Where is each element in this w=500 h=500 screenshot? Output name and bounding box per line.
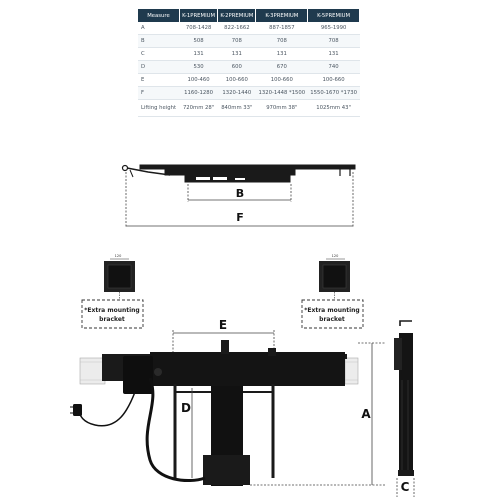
bracket-left-label-line1: *Extra mounting [84,307,140,314]
bracket-right-label-line1: *Extra mounting [304,307,360,314]
table-cell: 965-1990 [308,22,360,35]
dimension-e-label: E [218,318,228,332]
bracket-left-width: 120 [114,254,122,258]
front-view-lift [70,340,358,486]
side-profile-view [394,321,414,476]
table-cell: 131 [179,48,217,61]
bracket-right-width: 120 [331,254,339,258]
table-cell: 100-660 [308,74,360,87]
bracket-left-label-line2: bracket [99,316,125,323]
dimension-a-label: A [361,407,371,421]
bracket-right-label-line2: bracket [319,316,345,323]
dimension-c-label: C [400,480,410,494]
table-cell: B [138,35,179,48]
top-view-mechanism [123,165,356,182]
table-cell: 708 [256,35,308,48]
bracket-left-box [82,300,143,328]
table-cell: 708 [218,35,256,48]
table-cell: 100-660 [218,74,256,87]
table-cell: 1320-1440 [218,87,256,100]
table-cell: 1320-1448 *1500 [256,87,308,100]
table-cell: F [138,87,179,100]
table-cell: 600 [218,61,256,74]
table-cell: 840mm 33" [218,100,256,117]
table-cell: 131 [256,48,308,61]
dimension-d-label: D [181,401,191,415]
table-cell: Lifting height [138,100,179,117]
table-cell: 970mm 38" [256,100,308,117]
table-cell: 100-460 [179,74,217,87]
table-cell: E [138,74,179,87]
table-cell: 670 [256,61,308,74]
table-cell: 131 [308,48,360,61]
bracket-left-icon [104,254,135,300]
column-header: Measure [138,9,179,22]
table-cell: 131 [218,48,256,61]
bracket-right-icon [319,254,350,300]
table-cell: 100-660 [256,74,308,87]
table-cell: 720mm 28" [179,100,217,117]
column-header: K-2PREMIUM [218,9,256,22]
dimension-b-label: B [235,187,245,200]
table-cell: 1025mm 43" [308,100,360,117]
table-cell: 1160-1280 [179,87,217,100]
table-cell: D [138,61,179,74]
table-cell: 508 [179,35,217,48]
table-cell: A [138,22,179,35]
column-header: K-5PREMIUM [308,9,360,22]
table-cell: C [138,48,179,61]
table-cell: 1550-1670 *1730 [308,87,360,100]
table-cell: 708-1428 [179,22,217,35]
table-cell: 822-1662 [218,22,256,35]
column-header: K-3PREMIUM [256,9,308,22]
bracket-right-box [302,300,363,328]
table-cell: 740 [308,61,360,74]
table-cell: 530 [179,61,217,74]
column-header: K-1PREMIUM [179,9,217,22]
table-cell: 887-1857 [256,22,308,35]
dimension-f-label: F [236,211,244,224]
table-cell: 708 [308,35,360,48]
